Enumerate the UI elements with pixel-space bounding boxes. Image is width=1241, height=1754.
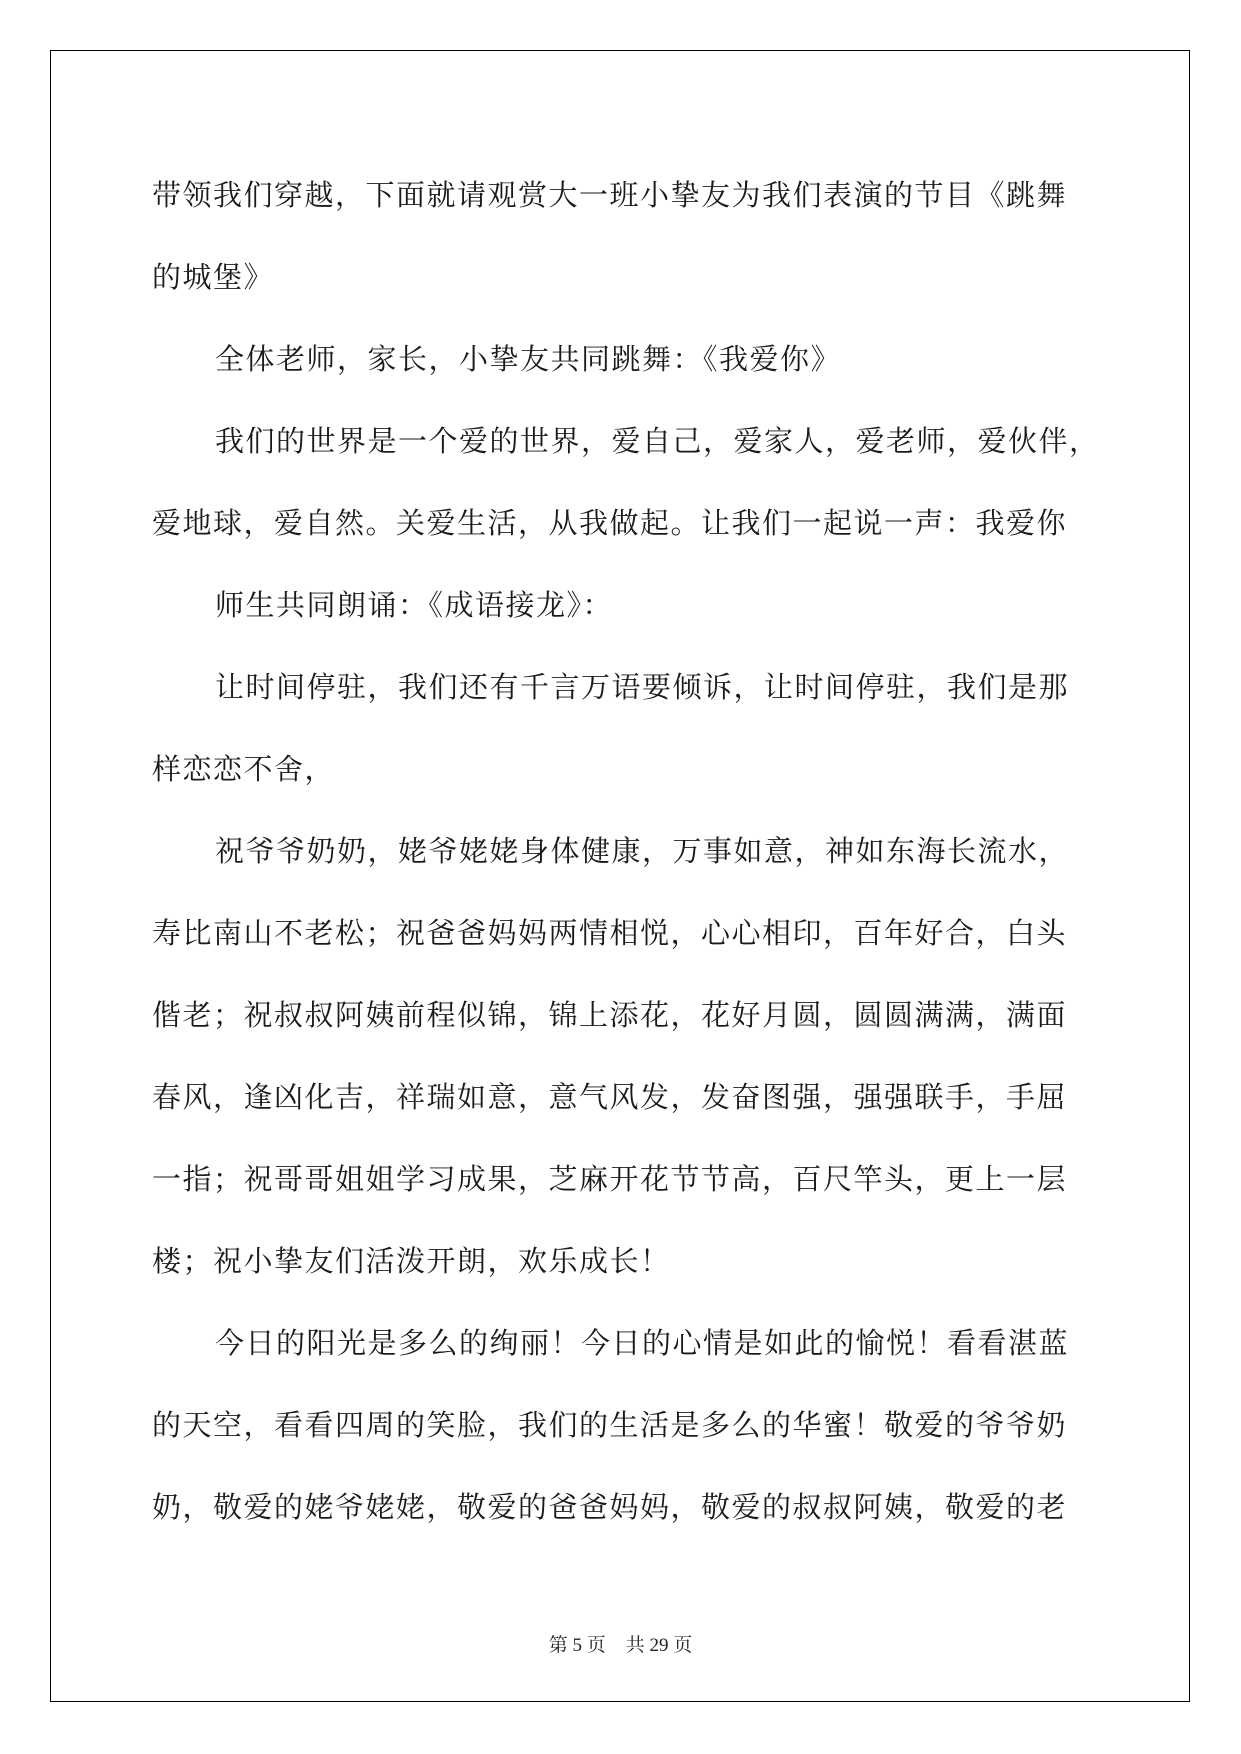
page-total: 共 29 页 xyxy=(625,1635,693,1656)
text-line: 偕老；祝叔叔阿姨前程似锦，锦上添花，花好月圆，圆圆满满，满面 xyxy=(152,998,1068,1032)
text-line: 的天空，看看四周的笑脸，我们的生活是多么的华蜜！敬爱的爷爷奶 xyxy=(152,1408,1068,1442)
text-line: 今日的阳光是多么的绚丽！今日的心情是如此的愉悦！看看湛蓝 xyxy=(215,1326,1070,1360)
text-line: 让时间停驻，我们还有千言万语要倾诉，让时间停驻，我们是那 xyxy=(215,670,1070,704)
text-line: 春风，逢凶化吉，祥瑞如意，意气风发，发奋图强，强强联手，手屈 xyxy=(152,1080,1068,1114)
text-line: 寿比南山不老松；祝爸爸妈妈两情相悦，心心相印，百年好合，白头 xyxy=(152,916,1068,950)
text-line: 祝爷爷奶奶，姥爷姥姥身体健康，万事如意，神如东海长流水， xyxy=(215,834,1070,868)
document-body xyxy=(152,154,1100,1548)
text-line: 全体老师，家长，小挚友共同跳舞：《我爱你》 xyxy=(215,342,842,376)
page-footer xyxy=(0,1630,1241,1657)
text-line: 带领我们穿越，下面就请观赏大一班小挚友为我们表演的节目《跳舞 xyxy=(152,178,1068,212)
text-line: 奶，敬爱的姥爷姥姥，敬爱的爸爸妈妈，敬爱的叔叔阿姨，敬爱的老 xyxy=(152,1490,1068,1524)
text-line: 爱地球，爱自然。关爱生活，从我做起。让我们一起说一声：我爱你 xyxy=(152,506,1068,540)
text-line: 我们的世界是一个爱的世界，爱自己，爱家人，爱老师，爱伙伴， xyxy=(215,424,1100,458)
text-line: 样恋恋不舍， xyxy=(152,752,336,786)
text-line: 的城堡》 xyxy=(152,260,275,294)
page-number: 第 5 页 xyxy=(548,1635,606,1656)
text-line: 师生共同朗诵：《成语接龙》： xyxy=(215,588,614,622)
text-line: 一指；祝哥哥姐姐学习成果，芝麻开花节节高，百尺竿头，更上一层 xyxy=(152,1162,1068,1196)
text-line: 楼；祝小挚友们活泼开朗，欢乐成长！ xyxy=(152,1244,671,1278)
